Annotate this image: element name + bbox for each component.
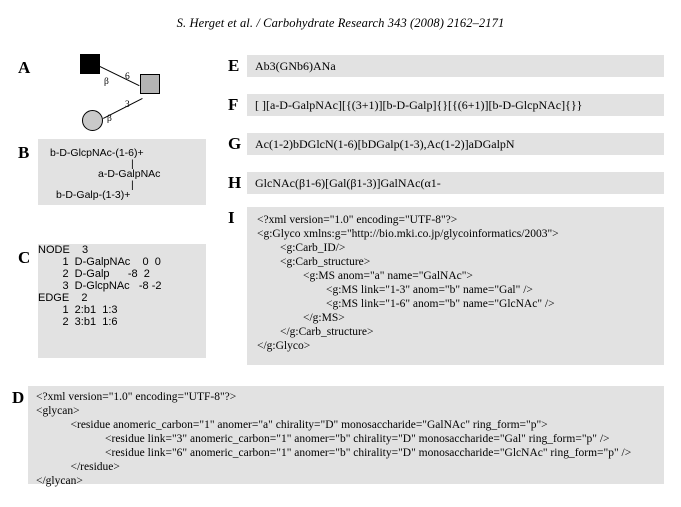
panel-i-box (247, 207, 664, 365)
panel-c-line-1: NODE 3 (38, 244, 89, 256)
panel-i-line-2: <g:Glyco xmlns:g="http://bio.mki.co.jp/glycoinformatics/2003"> (257, 228, 559, 240)
panel-label-c: C (18, 248, 31, 267)
panel-e-code: Ab3(GNb6)ANa (255, 59, 336, 73)
panel-b-line-4: | (131, 179, 134, 191)
panel-c-line-4: 3 D-GlcpNAc -8 -2 (38, 280, 162, 292)
panel-c-line-7: 2 3:b1 1:6 (38, 316, 118, 328)
panel-g-box (247, 133, 664, 155)
glycan-node-black-square (80, 54, 100, 74)
panel-e-box (247, 55, 664, 77)
panel-d-line-6: </residue> (36, 461, 120, 473)
panel-i-line-5: <g:MS anom="a" name="GalNAc"> (257, 270, 473, 282)
panel-f-code: [ ][a-D-GalpNAc][{(3+1)][b-D-Galp]{}[{(6+1)][b-D-GlcpNAc]{}} (255, 98, 583, 112)
panel-label-h: H (228, 173, 242, 192)
panel-d-line-1: <?xml version="1.0" encoding="UTF-8"?> (36, 391, 237, 403)
panel-label-g: G (228, 134, 242, 153)
panel-d-box (28, 386, 664, 487)
panel-b-line-2: | (131, 158, 134, 170)
panel-c-line-2: 1 D-GalpNAc 0 0 (38, 256, 161, 268)
panel-c-line-3: 2 D-Galp -8 2 (38, 268, 150, 280)
glycan-edge-label-3: 3 (125, 100, 130, 110)
panel-i-line-3: <g:Carb_ID/> (257, 242, 346, 254)
panel-b-box (38, 139, 206, 205)
running-head: S. Herget et al. / Carbohydrate Research 343 (2008) 2162–2171 (176, 16, 505, 30)
panel-b-line-3: a-D-GalpNAc (98, 168, 161, 180)
panel-i-line-10: </g:Glyco> (257, 340, 311, 352)
panel-i-line-8: </g:MS> (257, 312, 345, 324)
panel-a-glycan-diagram (60, 52, 200, 137)
panel-b-line-1: b-D-GlcpNAc-(1-6)+ (50, 147, 144, 159)
panel-d-line-3: <residue anomeric_carbon="1" anomer="a" chirality="D" monosaccharide="GalNAc" ring_form="p"> (36, 419, 548, 431)
glycan-edge-label-beta-upper: β (104, 77, 109, 87)
panel-d-line-4: <residue link="3" anomeric_carbon="1" anomer="b" chirality="D" monosaccharide="Gal" ring_form="p" /> (36, 433, 610, 445)
panel-d-line-2: <glycan> (36, 405, 80, 417)
panel-i-line-6: <g:MS link="1-3" anom="b" name="Gal" /> (257, 284, 533, 296)
panel-b-line-5: b-D-Galp-(1-3)+ (56, 189, 131, 201)
panel-c-line-6: 1 2:b1 1:3 (38, 304, 118, 316)
panel-label-i: I (228, 208, 235, 227)
panel-c-line-5: EDGE 2 (38, 292, 88, 304)
glycan-edge-label-beta-lower: β (107, 114, 112, 124)
panel-d-line-7: </glycan> (36, 475, 83, 487)
panel-d-line-5: <residue link="6" anomeric_carbon="1" anomer="b" chirality="D" monosaccharide="GlcNAc" ring_form="p" /> (36, 447, 632, 459)
panel-i-line-7: <g:MS link="1-6" anom="b" name="GlcNAc" /> (257, 298, 555, 310)
panel-h-box (247, 172, 664, 194)
glycan-edge-label-6: 6 (125, 72, 130, 82)
glycan-node-grey-circle (82, 110, 103, 131)
panel-label-d: D (12, 388, 25, 407)
panel-c-box (38, 244, 206, 358)
panel-f-box (247, 94, 664, 116)
glycan-node-grey-square (140, 74, 160, 94)
panel-label-a: A (18, 58, 31, 77)
panel-i-line-9: </g:Carb_structure> (257, 326, 374, 338)
panel-h-code: GlcNAc(β1-6)[Gal(β1-3)]GalNAc(α1- (255, 176, 441, 190)
panel-i-line-4: <g:Carb_structure> (257, 256, 371, 268)
panel-g-code: Ac(1-2)bDGlcN(1-6)[bDGalp(1-3),Ac(1-2)]aDGalpN (255, 137, 515, 151)
panel-label-f: F (228, 95, 239, 114)
panel-label-b: B (18, 143, 30, 162)
panel-label-e: E (228, 56, 240, 75)
panel-i-line-1: <?xml version="1.0" encoding="UTF-8"?> (257, 214, 458, 226)
